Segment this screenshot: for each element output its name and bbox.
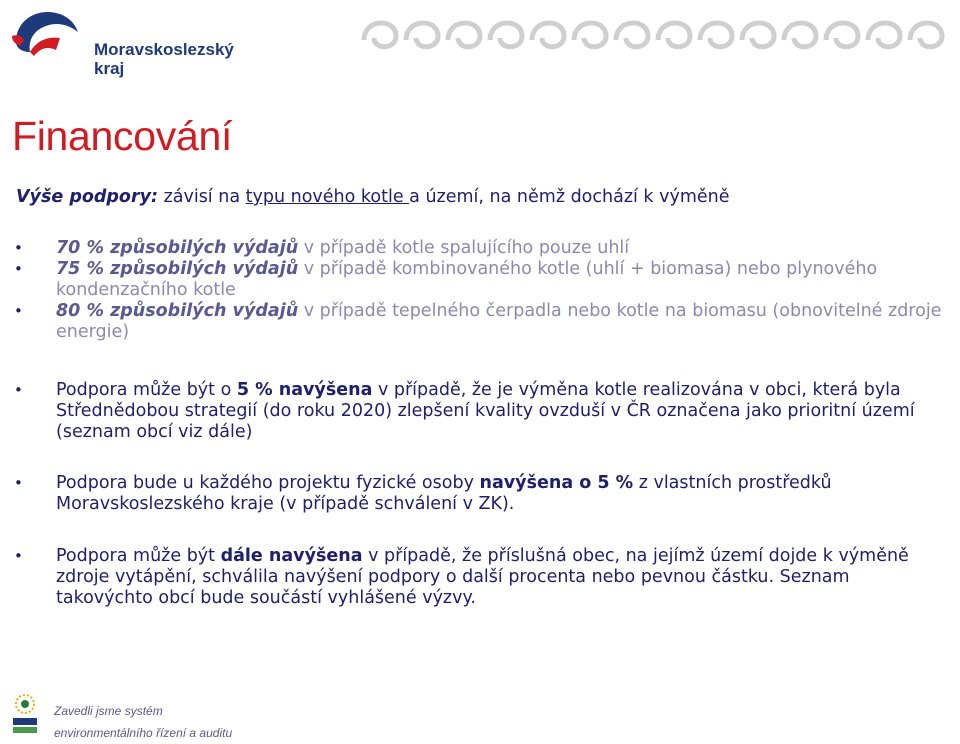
list-item: [14, 473, 944, 515]
para-strong: dále navýšena: [220, 546, 363, 566]
lead-text1: závisí na: [158, 187, 246, 207]
support-lead: [16, 186, 730, 208]
list-item: [14, 546, 944, 609]
page-title: Financování: [12, 113, 233, 159]
logo-text: [94, 40, 234, 78]
list-item: [14, 238, 944, 259]
list-item: [14, 259, 944, 301]
lead-text2: a území, na němž dochází k výměně: [409, 187, 730, 207]
footer-text: [54, 700, 232, 744]
para-strong: 5 % navýšena: [236, 380, 373, 400]
decorative-wave-pattern: [360, 10, 956, 56]
bullet-strong: 80 % způsobilých výdajů: [56, 301, 299, 321]
logo-line2: kraj: [94, 59, 125, 78]
footer-line1: Zavedli jsme systém: [54, 704, 163, 718]
para-text: v případě, že je výměna kotle realizována v obci, která byla Střednědobou strategií (do roku 2020) zlepšení kvality ovzduší v ČR označena jako prioritní území (seznam obcí viz dále): [56, 380, 915, 442]
para-text: Podpora může být: [56, 546, 221, 566]
para-text: Podpora může být o: [56, 380, 237, 400]
lead-link: typu nového kotle: [245, 187, 410, 207]
list-item: [14, 380, 944, 443]
support-list: [14, 238, 944, 609]
emas-icon: [10, 692, 40, 736]
bullet-text: v případě kotle spalujícího pouze uhlí: [298, 238, 630, 258]
para-strong: navýšena o 5 %: [479, 473, 634, 493]
bullet-strong: 75 % způsobilých výdajů: [56, 259, 299, 279]
para-text: v případě, že příslušná obec, na jejímž území dojde k výměně zdroje vytápění, schválila navýšení podpory o další procenta nebo pevnou částku. Seznam takovýchto obcí bude součástí vyhlášené výzvy.: [56, 546, 909, 608]
para-text: z vlastních prostředků Moravskoslezského kraje (v případě schválení v ZK).: [56, 473, 832, 514]
bullet-text: v případě tepelného čerpadla nebo kotle na biomasu (obnovitelné zdroje energie): [56, 301, 942, 342]
logo-line1: Moravskoslezský: [94, 40, 234, 59]
lead-label: Výše podpory:: [16, 187, 158, 207]
para-text: Podpora bude u každého projektu fyzické osoby: [56, 473, 480, 493]
region-emblem-icon: [8, 6, 88, 74]
moravskoslezsky-kraj-logo: [8, 6, 238, 78]
list-item: [14, 301, 944, 343]
bullet-strong: 70 % způsobilých výdajů: [56, 238, 299, 258]
footer-line2: environmentálního řízení a auditu: [54, 726, 233, 740]
bullet-text: v případě kombinovaného kotle (uhlí + biomasa) nebo plynového kondenzačního kotle: [56, 259, 878, 300]
